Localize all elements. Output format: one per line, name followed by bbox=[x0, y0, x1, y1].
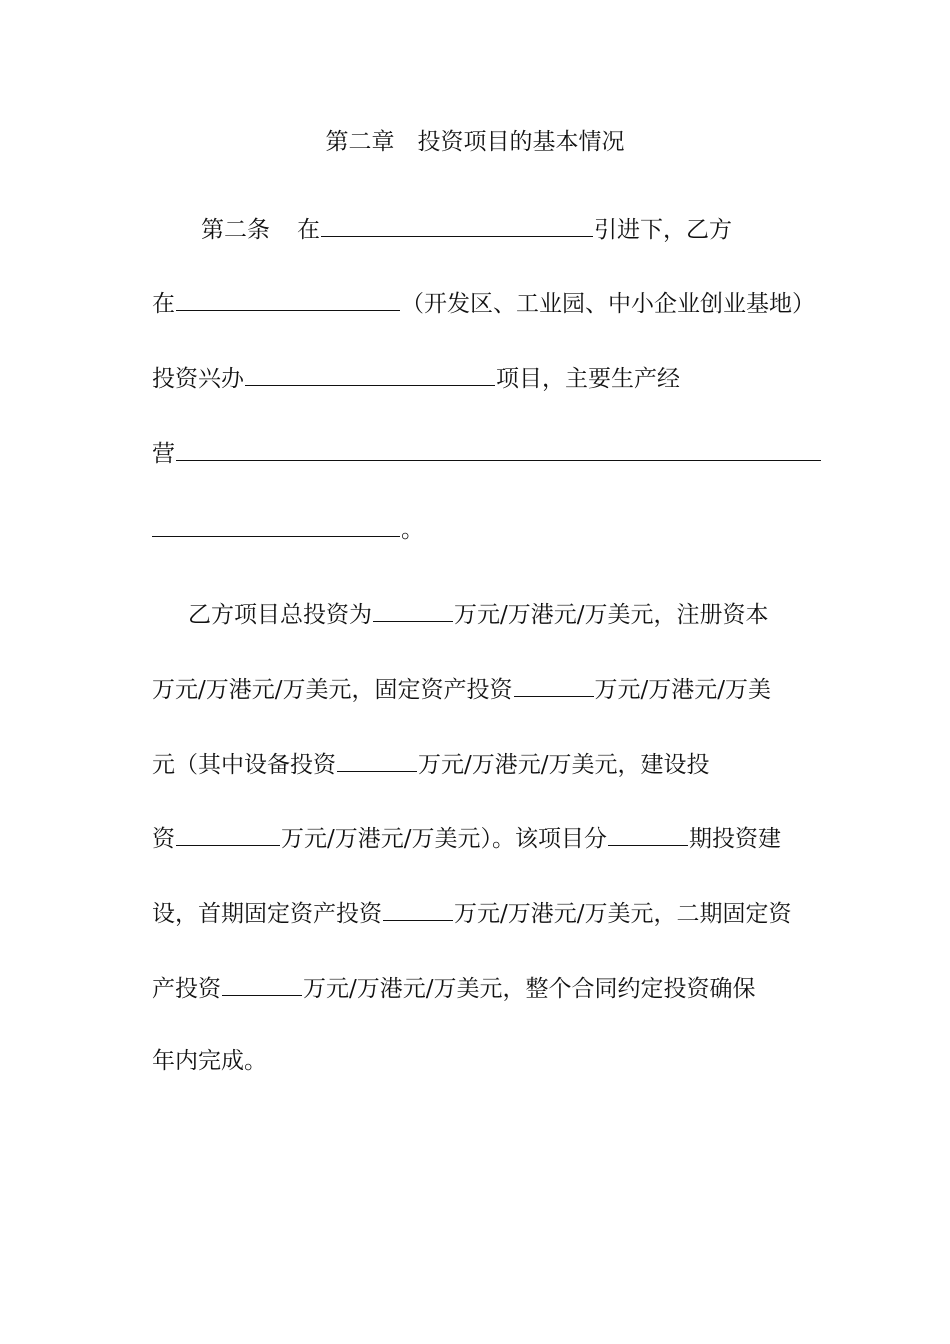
blank-phase-count[interactable] bbox=[608, 819, 688, 846]
blank-construction-investment[interactable] bbox=[176, 819, 280, 846]
blank-location[interactable] bbox=[176, 284, 400, 311]
text-segment: 万元/万港元/万美元，二期固定资 bbox=[454, 901, 792, 927]
text-segment: 乙方项目总投资为 bbox=[188, 602, 372, 628]
text-segment: 资 bbox=[152, 826, 175, 852]
text-segment: 万元/万港元/万美元）。该项目分 bbox=[281, 826, 607, 852]
text-segment: 在 bbox=[297, 217, 320, 243]
text-segment: 投资兴办 bbox=[152, 366, 244, 392]
investment-line-5 bbox=[152, 894, 792, 930]
text-segment: 元（其中设备投资 bbox=[152, 752, 336, 778]
blank-project-name[interactable] bbox=[245, 359, 495, 386]
text-segment: 期投资建 bbox=[689, 826, 781, 852]
text-segment: 产投资 bbox=[152, 976, 221, 1002]
investment-line-7 bbox=[152, 1043, 267, 1079]
investment-line-1 bbox=[188, 595, 769, 631]
text-segment: 营 bbox=[152, 441, 175, 467]
blank-business-scope-cont[interactable] bbox=[152, 510, 400, 537]
article-label: 第二条 bbox=[201, 217, 270, 243]
article-line-5 bbox=[152, 510, 424, 546]
investment-line-4 bbox=[152, 819, 781, 855]
text-segment: 万元/万港元/万美 bbox=[594, 677, 771, 703]
text-segment: 万元/万港元/万美元，注册资本 bbox=[454, 602, 769, 628]
text-segment: （开发区、工业园、中小企业创业基地） bbox=[401, 291, 815, 317]
text-segment: 。 bbox=[401, 517, 424, 543]
investment-line-2 bbox=[152, 670, 771, 706]
blank-introducer[interactable] bbox=[321, 210, 593, 237]
text-segment: 在 bbox=[152, 291, 175, 317]
blank-total-investment[interactable] bbox=[373, 595, 453, 622]
text-segment: 设，首期固定资产投资 bbox=[152, 901, 382, 927]
article-line-2 bbox=[152, 284, 815, 320]
text-segment: 项目，主要生产经 bbox=[496, 366, 680, 392]
text-segment: 万元/万港元/万美元，固定资产投资 bbox=[152, 677, 513, 703]
text-segment: 万元/万港元/万美元，建设投 bbox=[418, 752, 710, 778]
investment-line-3 bbox=[152, 745, 710, 781]
chapter-title: 第二章 投资项目的基本情况 bbox=[325, 129, 625, 155]
text-segment: 万元/万港元/万美元，整个合同约定投资确保 bbox=[303, 976, 756, 1002]
blank-second-phase-investment[interactable] bbox=[222, 969, 302, 996]
article-line-1 bbox=[201, 210, 732, 246]
investment-line-6 bbox=[152, 969, 756, 1005]
blank-equipment-investment[interactable] bbox=[337, 745, 417, 772]
article-line-3 bbox=[152, 359, 680, 395]
text-segment: 引进下，乙方 bbox=[594, 217, 732, 243]
blank-business-scope[interactable] bbox=[176, 434, 821, 461]
text-segment: 年内完成。 bbox=[152, 1048, 267, 1074]
blank-fixed-asset-investment[interactable] bbox=[514, 670, 594, 697]
blank-first-phase-investment[interactable] bbox=[383, 894, 453, 921]
article-line-4 bbox=[152, 434, 822, 470]
